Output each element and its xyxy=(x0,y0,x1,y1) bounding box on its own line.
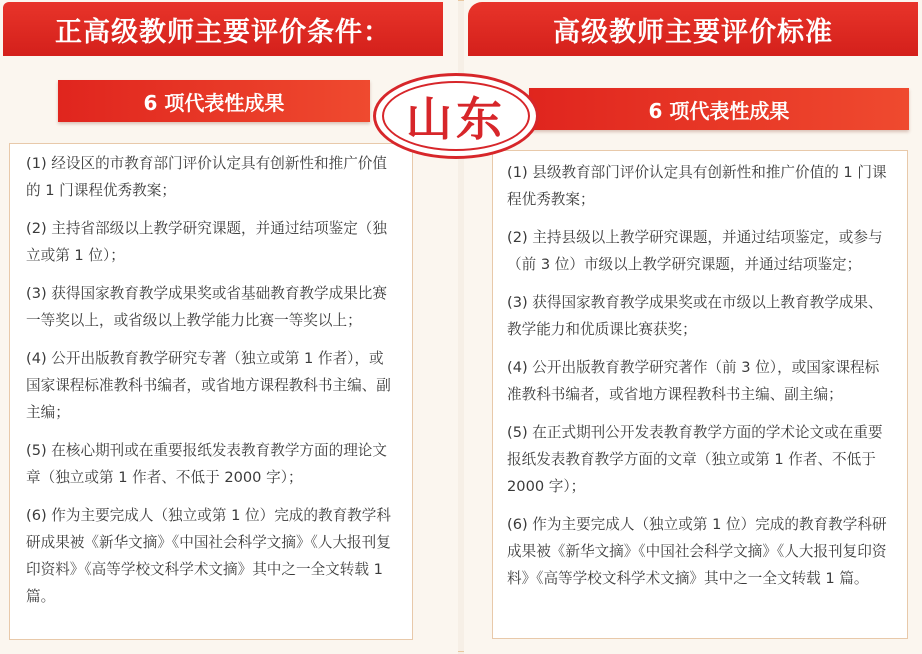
left-subtitle: 6 项代表性成果 xyxy=(58,80,370,122)
left-title: 正高级教师主要评价条件： xyxy=(3,2,443,56)
right-item-2: (2) 主持县级以上教学研究课题，并通过结项鉴定，或参与（前 3 位）市级以上教学研究课题，并通过结项鉴定； xyxy=(507,229,883,273)
left-item-2: (2) 主持省部级以上教学研究课题，并通过结项鉴定（独立或第 1 位）； xyxy=(26,220,387,264)
left-item-4: (4) 公开出版教育教学研究专著（独立或第 1 作者），或国家课程标准教科书编者，或省地方课程教科书主编、副主编； xyxy=(26,350,391,421)
right-criteria-box xyxy=(492,150,908,639)
right-item-1: (1) 县级教育部门评价认定具有创新性和推广价值的 1 门课程优秀教案； xyxy=(507,164,887,208)
right-panel xyxy=(464,0,922,654)
right-subtitle: 6 项代表性成果 xyxy=(529,88,909,130)
shandong-stamp xyxy=(373,73,539,159)
right-title: 高级教师主要评价标准 xyxy=(468,2,918,56)
left-item-6: (6) 作为主要完成人（独立或第 1 位）完成的教育教学科研成果被《新华文摘》《中国社会科学文摘》《人大报刊复印资料》《高等学校文科学术文摘》其中之一全文转载 1 篇。 xyxy=(26,507,391,605)
stamp-text: 山东 xyxy=(406,92,506,146)
left-item-1: (1) 经设区的市教育部门评价认定具有创新性和推广价值的 1 门课程优秀教案； xyxy=(26,155,387,199)
left-criteria-box xyxy=(9,143,413,640)
left-item-5: (5) 在核心期刊或在重要报纸发表教育教学方面的理论文章（独立或第 1 作者、不低于 2000 字）； xyxy=(26,442,387,486)
right-item-5: (5) 在正式期刊公开发表教育教学方面的学术论文或在重要报纸发表教育教学方面的文章（独立或第 1 作者、不低于 2000 字）； xyxy=(507,424,883,495)
right-item-4: (4) 公开出版教育教学研究著作（前 3 位），或国家课程标准教科书编者，或省地方课程教科书主编、副主编； xyxy=(507,359,880,403)
right-item-3: (3) 获得国家教育教学成果奖或在市级以上教育教学成果、教学能力和优质课比赛获奖； xyxy=(507,294,883,338)
left-item-3: (3) 获得国家教育教学成果奖或省基础教育教学成果比赛一等奖以上，或省级以上教学能力比赛一等奖以上； xyxy=(26,285,387,329)
right-item-6: (6) 作为主要完成人（独立或第 1 位）完成的教育教学科研成果被《新华文摘》《中国社会科学文摘》《人大报刊复印资料》《高等学校文科学术文摘》其中之一全文转载 1 篇。 xyxy=(507,516,887,587)
